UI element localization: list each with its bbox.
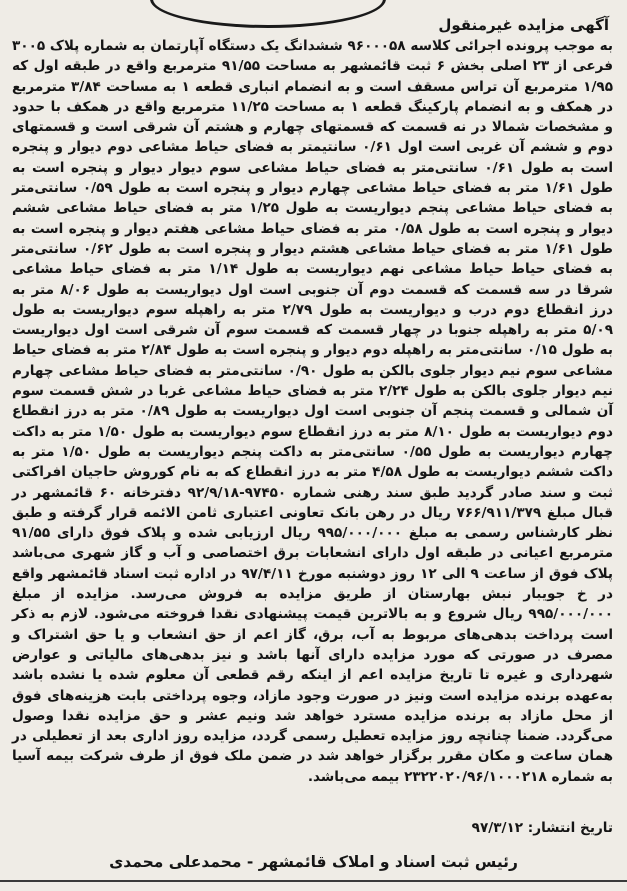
bottom-divider (0, 880, 627, 882)
publish-date: تاریخ انتشار: ۹۷/۳/۱۲ (471, 820, 613, 836)
signature-line: رئیس ثبت اسناد و املاک قائمشهر - محمدعلی محمدی (109, 853, 518, 871)
ad-title: آگهی مزایده غیرمنقول (438, 16, 609, 34)
stamp-mark-icon (150, 0, 386, 28)
ad-body: به موجب پرونده اجرائی کلاسه ۹۶۰۰۰۵۸ ششدانگ یک دستگاه آپارتمان به شماره پلاک ۳۰۰۵ فرعی از ۲۳ اصلی بخش ۶ ثبت قائمشهر به مساحت ۹۱/۵۵ مترمربع واقع در طبقه اول که ۱/۹۵ مترمربع آن تراس مسقف است و به انضمام انباری قطعه ۱ به مساحت ۳/۸۴ مترمربع در همکف و به انضمام پارکینگ قطعه ۱ به مساحت ۱۱/۲۵ مترمربع واقع در همکف با حدود و مشخصات شمالا در نه قسمت که قسمتهای چهارم و هشتم آن شرقی است و قسمتهای دوم و ششم آن غربی است اول ۰/۶۱ سانتیمتر به فضای حیاط مشاعی دوم دیوار و پنجره است به طول ۰/۶۱ سانتی‌متر به فضای حیاط مشاعی سوم دیوار دیوار و پنجره است به طول ۱/۶۱ متر به فضای حیاط مشاعی چهارم دیوار و پنجره است به طول ۰/۵۹ سانتی‌متر به فضای حیاط مشاعی پنجم دیواریست به طول ۱/۲۵ متر به فضای حیاط مشاعی ششم دیوار و پنجره است به طول ۰/۵۸ متر به فضای حیاط مشاعی هفتم دیوار و پنجره است به طول ۱/۶۱ متر به فضای حیاط مشاعی هشتم دیوار و پنجره است به طول ۰/۶۲ سانتی‌متر به فضای حیاط حیاط مشاعی نهم دیواریست به طول ۱/۱۴ متر به فضای حیاط مشاعی شرقا در سه قسمت که قسمت دوم آن جنوبی است اول دیواریست به طول ۸/۰۶ متر به درز انقطاع دوم درب و دیواریست به طول ۲/۷۹ متر به راهپله سوم دیواریست به طول ۵/۰۹ متر به راهپله جنوبا در چهار قسمت که قسمت سوم آن شرقی است اول دیواریست به طول ۰/۱۵ سانتی‌متر به راهپله دوم دیوار و پنجره است به طول ۲/۸۴ متر به فضای حیاط مشاعی سوم نیم دیوار جلوی بالکن به طول ۰/۹۰ سانتی‌متر به فضای حیاط مشاعی چهارم نیم دیوار جلوی بالکن به طول ۲/۲۴ متر به فضای حیاط مشاعی غربا در شش قسمت سوم آن شمالی و قسمت پنجم آن جنوبی است اول دیواریست به طول ۰/۸۹ متر به درز انقطاع دوم دیواریست به طول ۸/۱۰ متر به درز انقطاع سوم دیواریست به طول ۱/۵۰ متر به داکت چهارم دیواریست به طول ۰/۵۵ سانتی‌متر به داکت پنجم دیواریست به طول ۱/۵۰ متر به داکت ششم دیواریست به طول ۴/۵۸ متر به درز انقطاع که به نام کوروش حاجیان افراکتی ثبت و سند صادر گردید طبق سند رهنی شماره ۹۷۴۵۰-۹۲/۹/۱۸ دفترخانه ۶۰ قائمشهر در قبال مبلغ ۷۶۶/۹۱۱/۳۷۹ ریال در رهن بانک تعاونی اعتباری ثامن الائمه قرار گرفته و طبق نظر کارشناس رسمی به مبلغ ۹۹۵/۰۰۰/۰۰۰ ریال ارزیابی شده و پلاک فوق دارای ۹۱/۵۵ مترمربع اعیانی در طبقه اول دارای انشعابات برق اختصاصی و آب و گاز شهری می‌باشد پلاک فوق از ساعت ۹ الی ۱۲ روز دوشنبه مورخ ۹۷/۴/۱۱ در اداره ثبت اسناد قائمشهر واقع در خ جویبار نبش بهارستان از طریق مزایده به فروش می‌رسد. مزایده از مبلغ ۹۹۵/۰۰۰/۰۰۰ ریال شروع و به بالاترین قیمت پیشنهادی نقدا فروخته می‌شود. لازم به ذکر است پرداخت بدهی‌های مربوط به آب، برق، گاز اعم از حق انشعاب و یا حق اشتراک و مصرف در صورتی که مورد مزایده دارای آنها باشد و نیز بدهی‌های مالیاتی و عوارض شهرداری و غیره تا تاریخ مزایده اعم از اینکه رقم قطعی آن معلوم شده یا نشده باشد به‌عهده برنده مزایده است ونیز در صورت وجود مازاد، وجوه پرداختی بابت هزینه‌های فوق از محل مازاد به برنده مزایده مسترد خواهد شد ونیم عشر و حق مزایده نقدا وصول می‌گردد. ضمنا چنانچه روز مزایده تعطیل رسمی گردد، مزایده روز اداری بعد از تعطیلی در همان ساعت و مکان مقرر برگزار خواهد شد در ضمن ملک فوق از طرف شرکت بیمه آسیا به شماره ۲۳۲۲۰۲۰/۹۶/۱۰۰۰۲۱۸ بیمه می‌باشد. (12, 38, 614, 785)
